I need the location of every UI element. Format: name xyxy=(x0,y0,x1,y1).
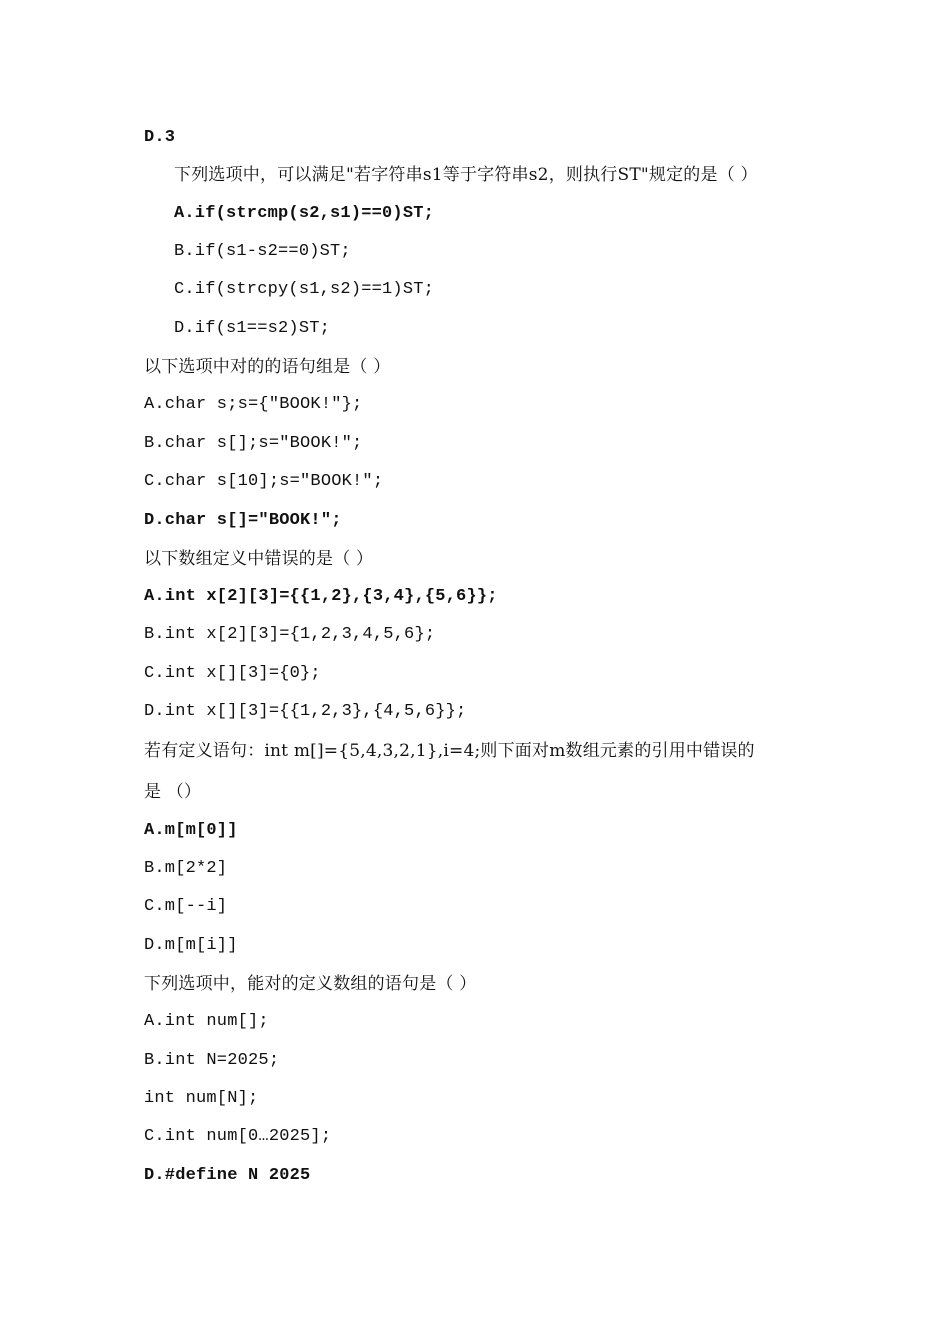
option-a-strcmp: A.if(strcmp(s2,s1)==0)ST; xyxy=(174,204,435,223)
option-b-int-n: B.int N=2025; xyxy=(144,1051,280,1070)
answer-option-d-3: D.3 xyxy=(144,128,176,147)
option-c-strcpy: C.if(strcpy(s1,s2)==1)ST; xyxy=(174,280,435,299)
question-array-reference: 若有定义语句：int m[]={5,4,3,2,1},i=4;则下面对m数组元素的引用中错误的 xyxy=(144,741,755,761)
option-a-char-s: A.char s;s={"BOOK!"}; xyxy=(144,395,363,414)
question-array-definition-error: 以下数组定义中错误的是（ ） xyxy=(144,549,374,569)
option-b-int-num-n: int num[N]; xyxy=(144,1089,259,1108)
option-a-int-num: A.int num[]; xyxy=(144,1012,269,1031)
option-d-define-n: D.#define N 2025 xyxy=(144,1166,311,1185)
option-a-int-x-nested: A.int x[2][3]={{1,2},{3,4},{5,6}}; xyxy=(144,587,498,606)
option-c-int-num-range: C.int num[0…2025]; xyxy=(144,1127,332,1146)
option-d-equals: D.if(s1==s2)ST; xyxy=(174,319,331,338)
option-b-int-x-flat: B.int x[2][3]={1,2,3,4,5,6}; xyxy=(144,625,436,644)
question-array-reference-cont: 是 （） xyxy=(144,782,202,802)
question-string-compare: 下列选项中，可以满足"若字符串s1等于字符串s2，则执行ST"规定的是（ ） xyxy=(174,165,758,185)
option-b-m-2x2: B.m[2*2] xyxy=(144,859,228,878)
question-valid-array: 下列选项中，能对的定义数组的语句是（ ） xyxy=(144,974,477,994)
option-b-char-s-empty: B.char s[];s="BOOK!"; xyxy=(144,434,363,453)
question-statement-group: 以下选项中对的的语句组是（ ） xyxy=(144,357,391,377)
option-c-m-dec-i: C.m[--i] xyxy=(144,897,228,916)
option-c-int-x-zero: C.int x[][3]={0}; xyxy=(144,664,321,683)
option-c-char-s-10: C.char s[10];s="BOOK!"; xyxy=(144,472,384,491)
option-d-int-x-rows: D.int x[][3]={{1,2,3},{4,5,6}}; xyxy=(144,702,467,721)
option-b-subtract: B.if(s1-s2==0)ST; xyxy=(174,242,351,261)
option-d-char-s-init: D.char s[]="BOOK!"; xyxy=(144,511,342,530)
option-d-m-mi: D.m[m[i]] xyxy=(144,936,238,955)
option-a-m-m0: A.m[m[0]] xyxy=(144,821,238,840)
